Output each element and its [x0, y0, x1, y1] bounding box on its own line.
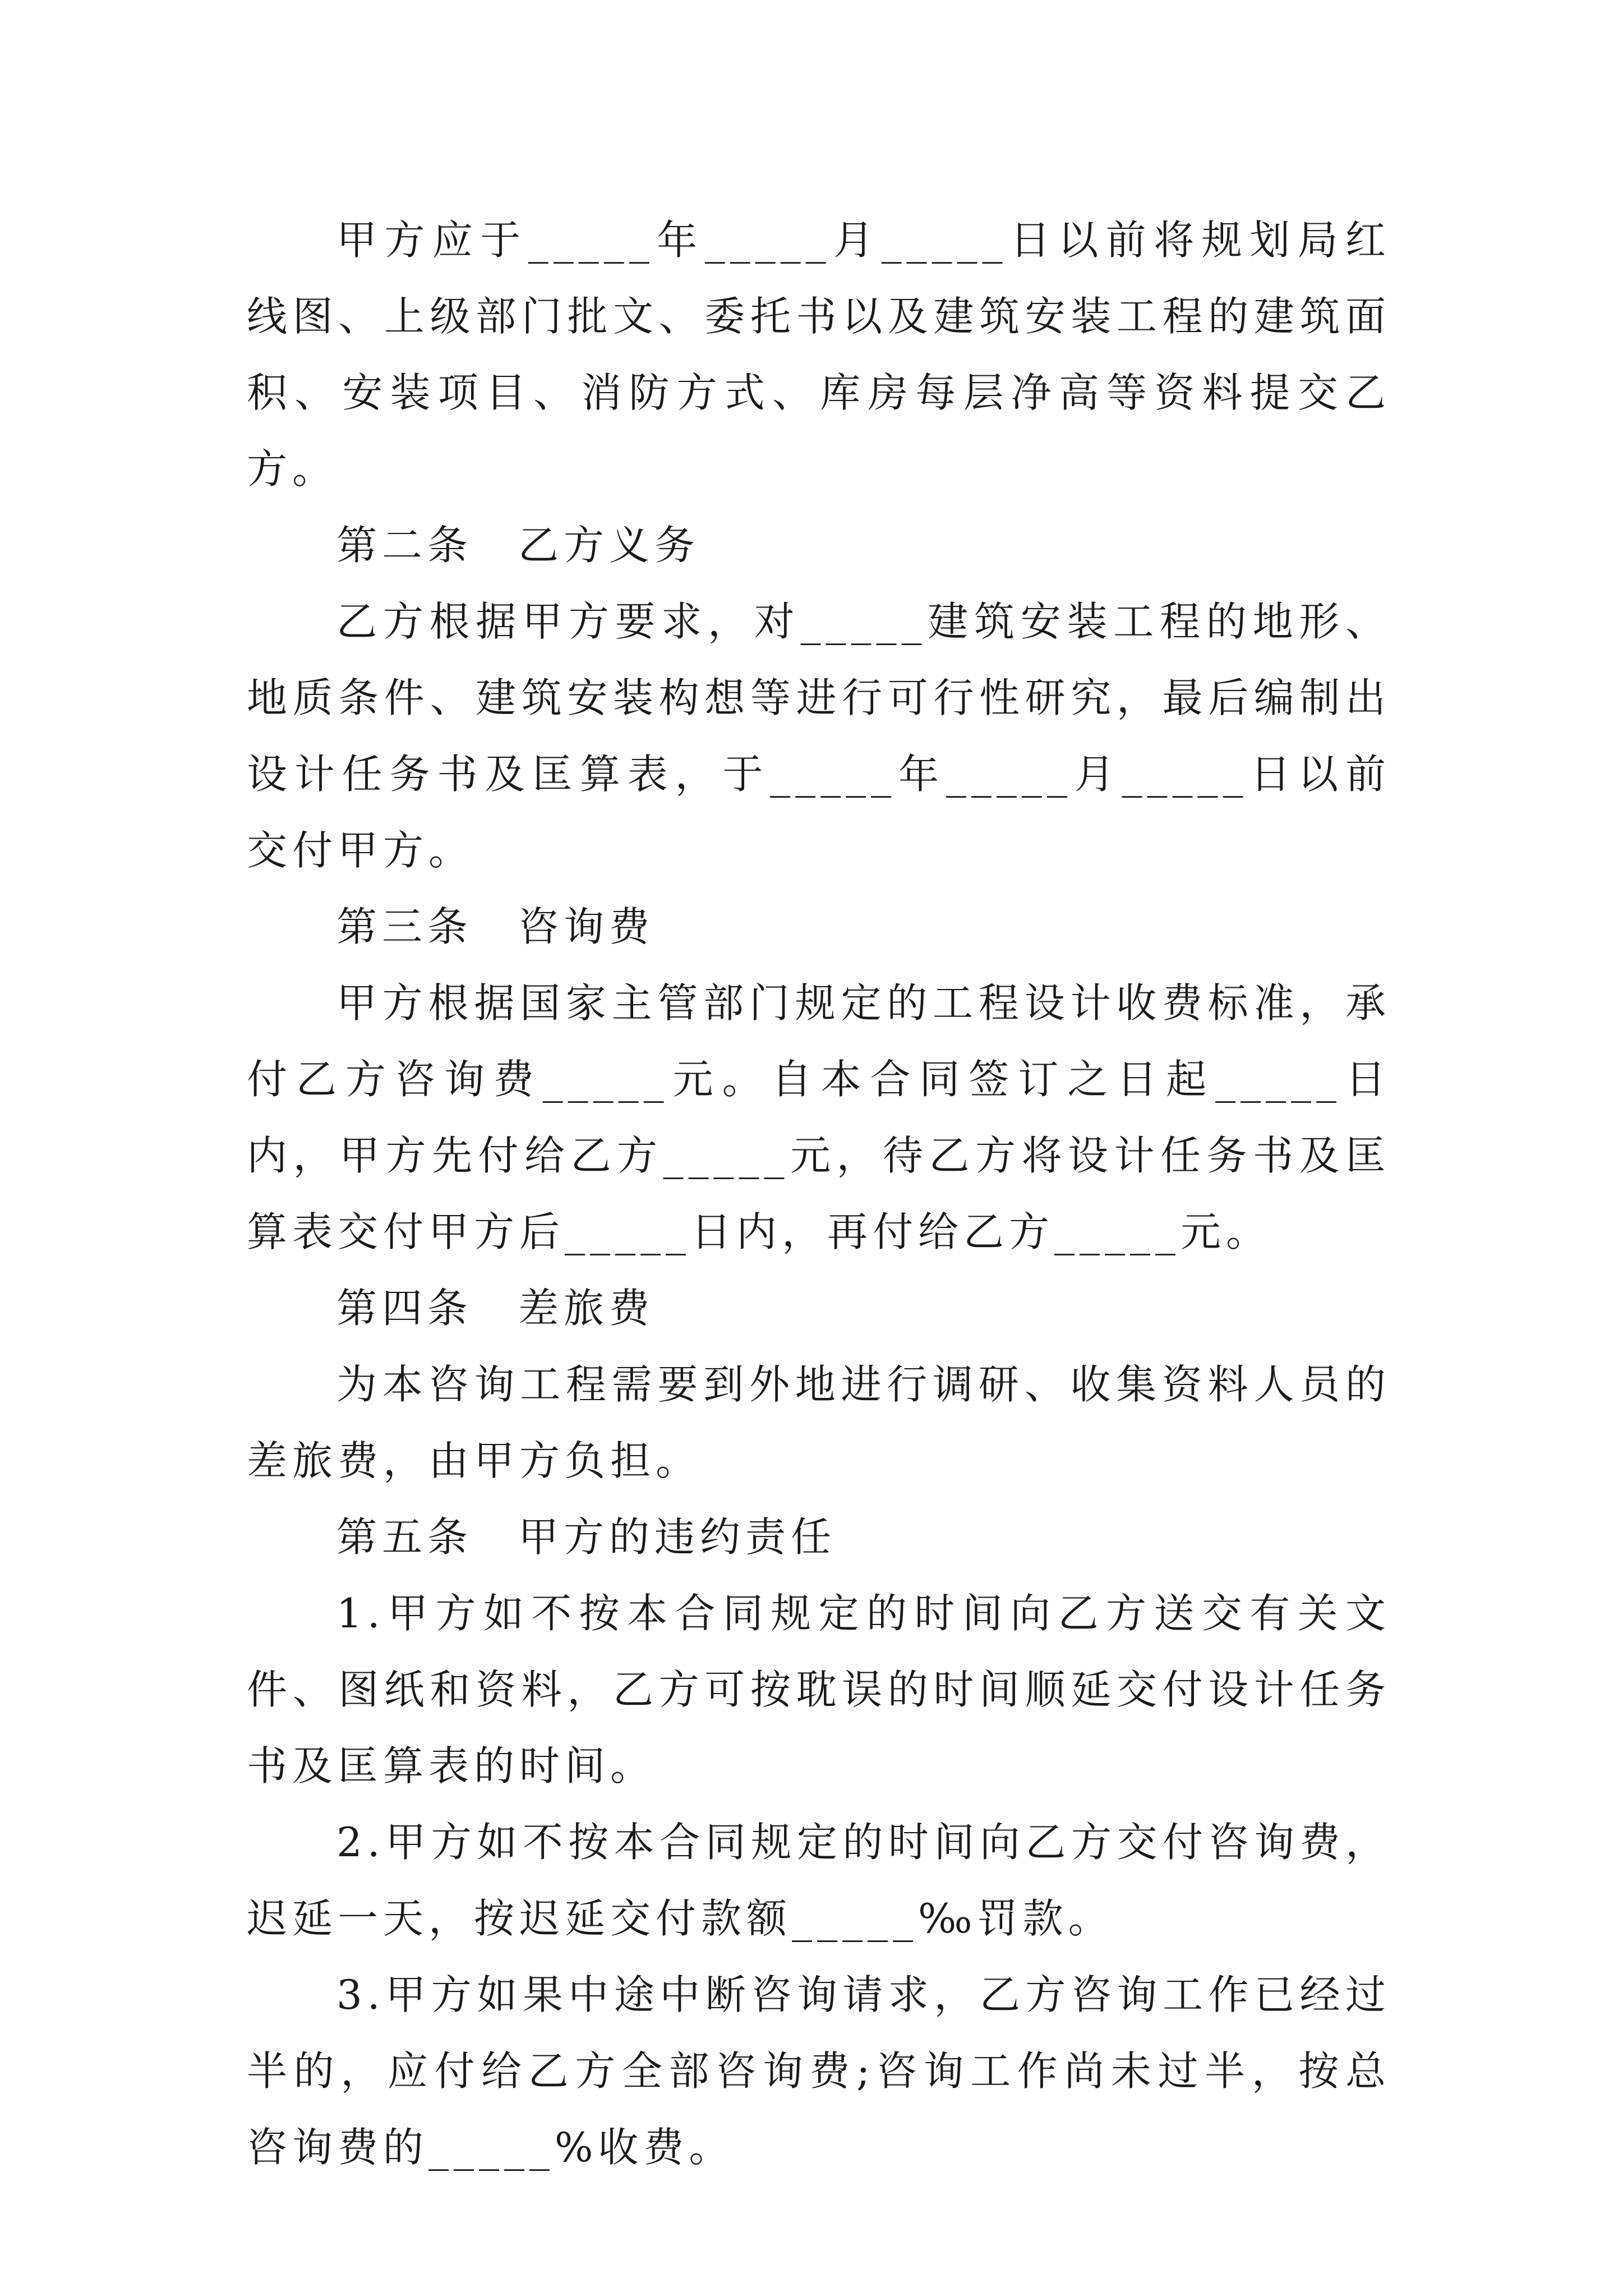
heading-article-5: 第五条 甲方的违约责任: [336, 1513, 837, 1561]
heading-article-2: 第二条 乙方义务: [336, 522, 700, 569]
paragraph-travel-expenses: 为本咨询工程需要到外地进行调研、收集资料人员的差旅费，由甲方负担。: [247, 1361, 1391, 1484]
paragraph-consulting-fee: 甲方根据国家主管部门规定的工程设计收费标准，承付乙方咨询费_____元。自本合同签订之日起_____日内，甲方先付给乙方_____元，待乙方将设计任务书及匡算表交付甲方后_____日内，再付给乙方_____元。: [247, 979, 1391, 1255]
paragraph-breach-item-1: 1.甲方如不按本合同规定的时间向乙方送交有关文件、图纸和资料，乙方可按耽误的时间顺延交付设计任务书及匡算表的时间。: [247, 1590, 1391, 1789]
document-body: [247, 202, 1391, 2185]
heading-article-4: 第四条 差旅费: [336, 1285, 655, 1332]
paragraph-breach-item-3: 3.甲方如果中途中断咨询请求，乙方咨询工作已经过半的，应付给乙方全部咨询费;咨询工作尚未过半，按总咨询费的_____%收费。: [247, 1971, 1391, 2171]
heading-article-3: 第三条 咨询费: [336, 903, 655, 950]
paragraph-party-b-duties: 乙方根据甲方要求，对_____建筑安装工程的地形、地质条件、建筑安装构想等进行可行性研究，最后编制出设计任务书及匡算表，于_____年_____月_____日以前交付甲方。: [247, 598, 1391, 874]
paragraph-breach-item-2: 2.甲方如不按本合同规定的时间向乙方交付咨询费，迟延一天，按迟延交付款额_____‰罚款。: [247, 1819, 1391, 1942]
paragraph-party-a-deadline: 甲方应于_____年_____月_____日以前将规划局红线图、上级部门批文、委托书以及建筑安装工程的建筑面积、安装项目、消防方式、库房每层净高等资料提交乙方。: [247, 217, 1391, 493]
